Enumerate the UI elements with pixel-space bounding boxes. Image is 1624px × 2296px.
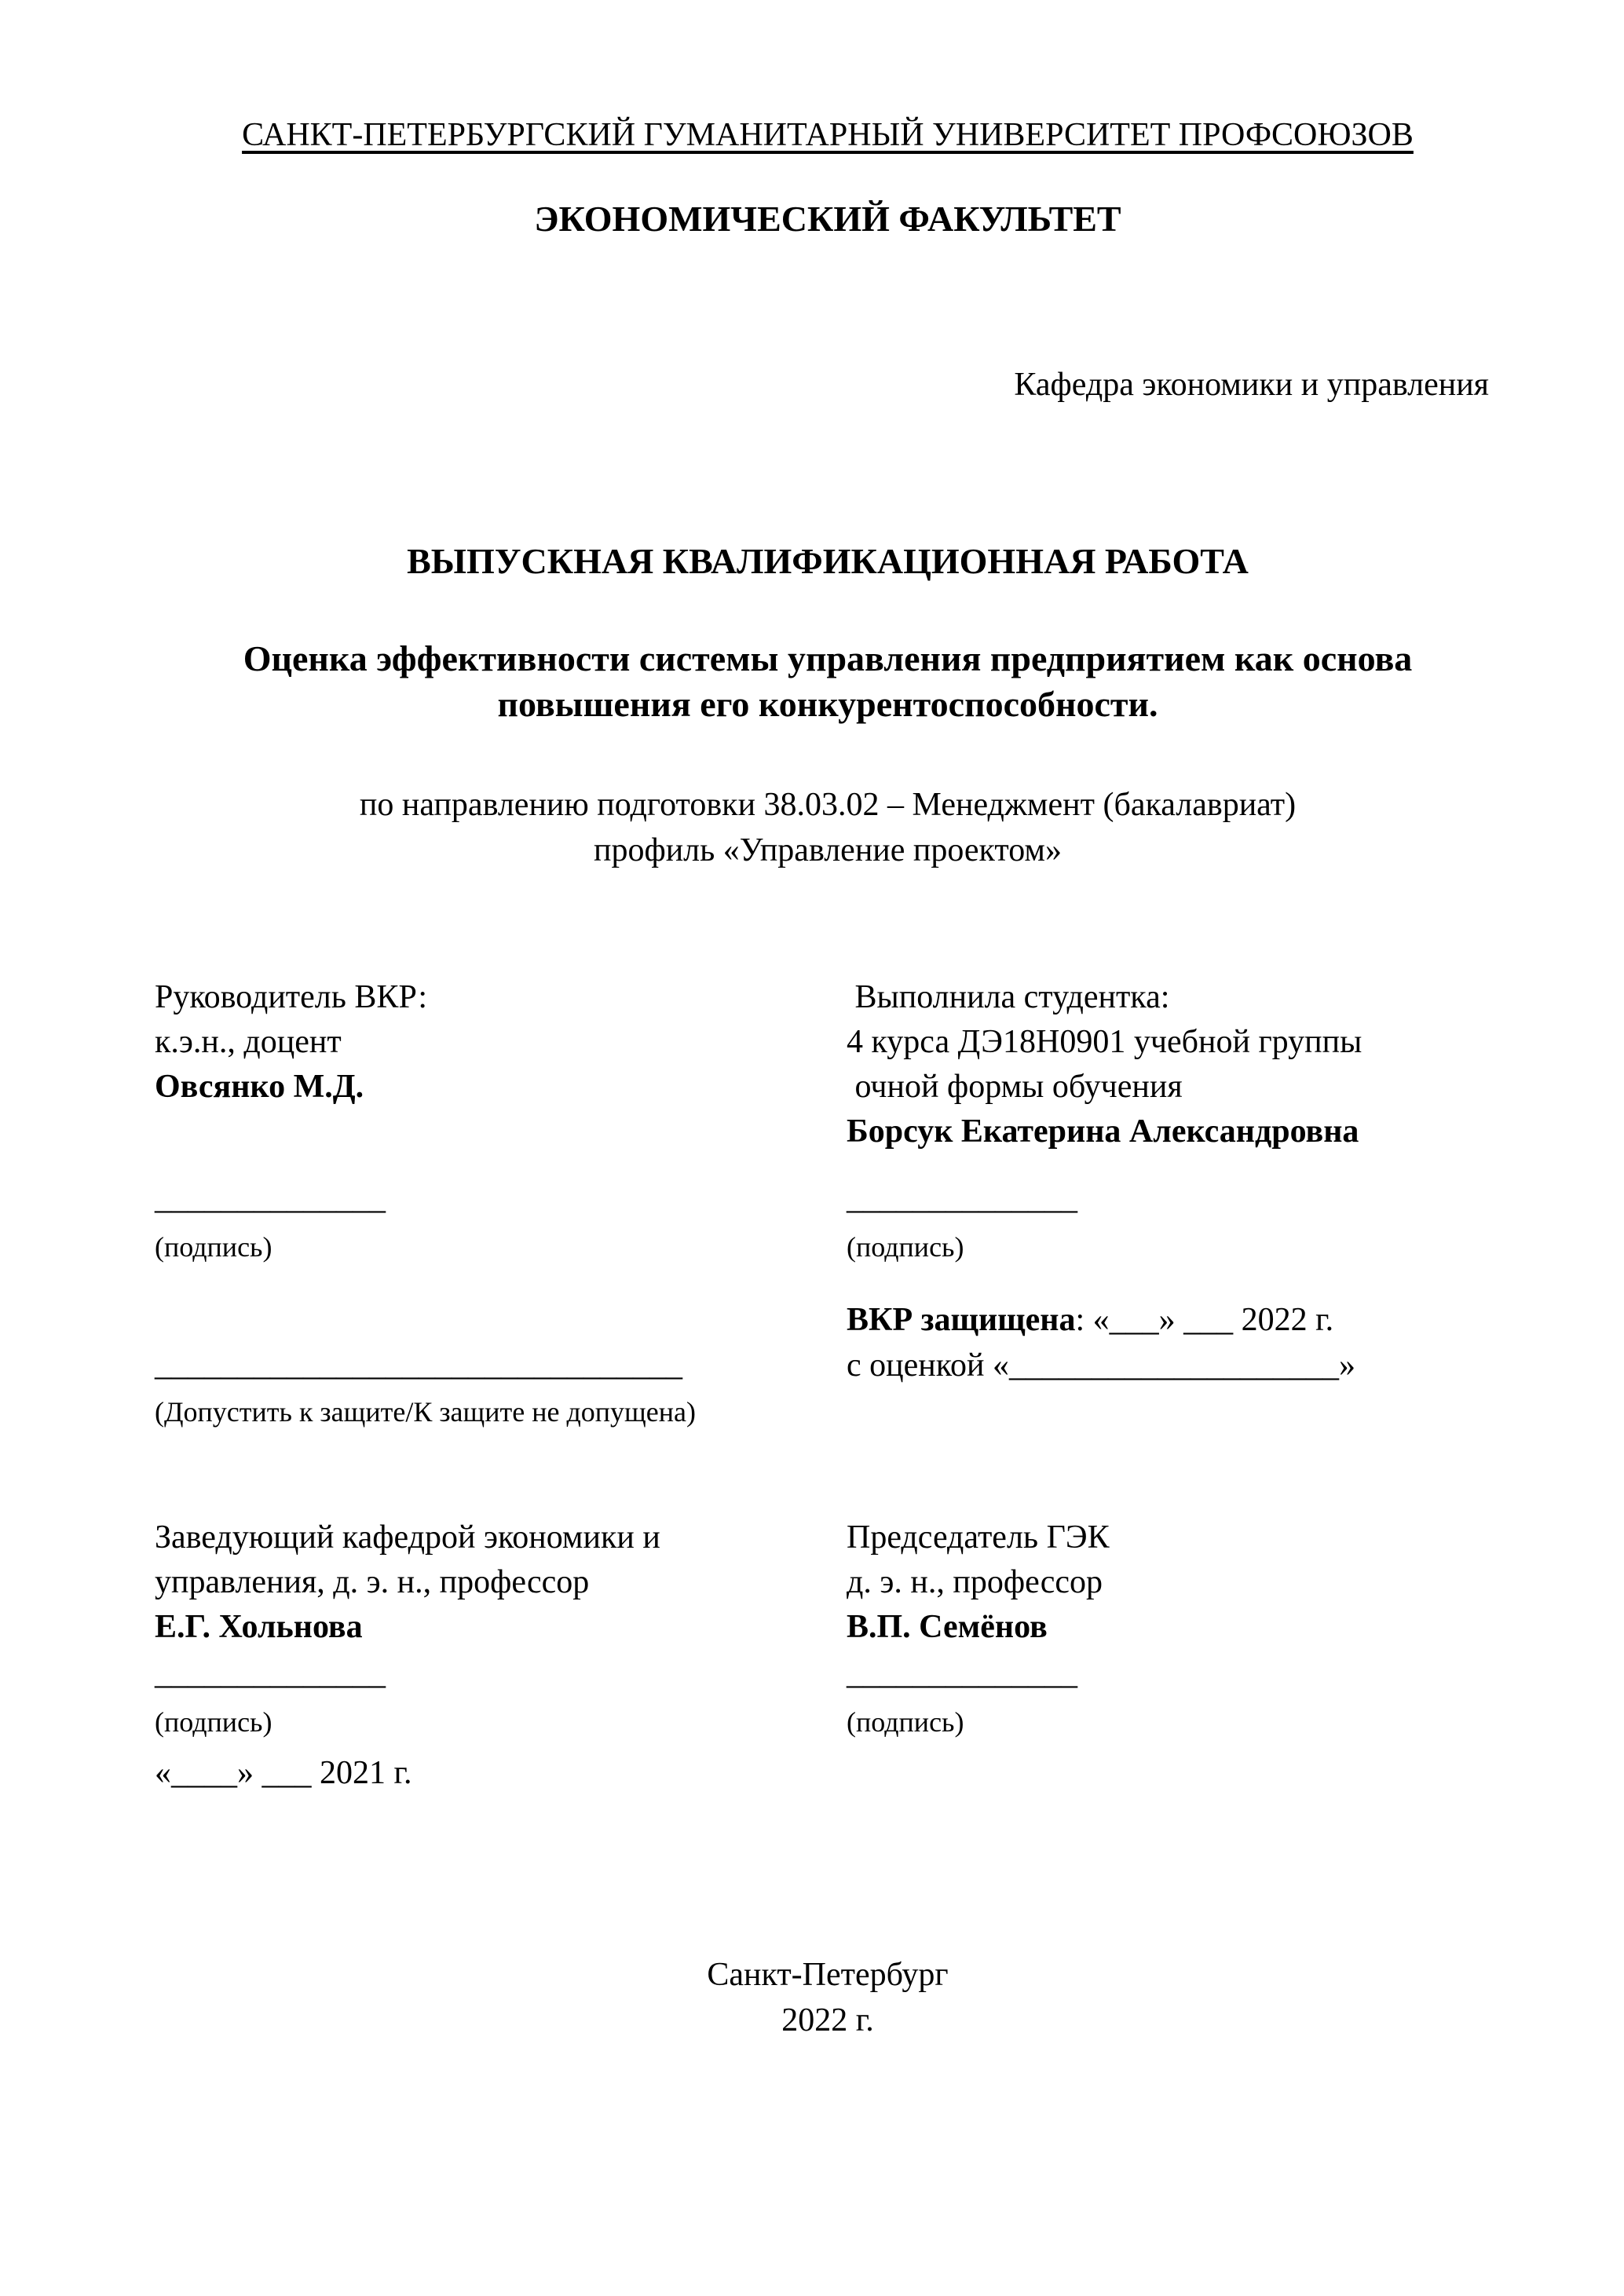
supervisor-block xyxy=(155,975,822,1110)
department-head-block xyxy=(155,1515,822,1796)
supervisor-role: Руководитель ВКР: xyxy=(155,979,428,1015)
defense-block xyxy=(847,1297,1585,1388)
header-university xyxy=(134,116,1522,154)
student-study-form: очной формы обучения xyxy=(847,1069,1183,1105)
footer-block xyxy=(134,1952,1522,2043)
defense-label: ВКР защищена xyxy=(847,1302,1076,1338)
admission-line: ________________________________ xyxy=(155,1347,682,1383)
university-name: САНКТ-ПЕТЕРБУРГСКИЙ ГУМАНИТАРНЫЙ УНИВЕРСИТЕТ ПРОФСОЮЗОВ xyxy=(242,117,1414,153)
student-signature-caption: (подпись) xyxy=(847,1231,964,1263)
defense-date-blanks: : «___» ___ 2022 г. xyxy=(1075,1302,1334,1338)
supervisor-signature-line: ______________ xyxy=(155,1180,386,1216)
admission-block xyxy=(155,1343,822,1430)
gek-chair-role-line2: д. э. н., профессор xyxy=(847,1564,1103,1600)
gek-chair-block xyxy=(847,1515,1585,1740)
supervisor-signature xyxy=(155,1176,822,1265)
thesis-title xyxy=(134,636,1522,727)
program-line: по направлению подготовки 38.03.02 – Менеджмент (бакалавриат) xyxy=(359,787,1297,823)
footer-year: 2022 г. xyxy=(781,2002,874,2038)
defense-grade-line: с оценкой «____________________» xyxy=(847,1347,1355,1384)
defense-date-line xyxy=(847,1297,1585,1343)
department-head-role-line1: Заведующий кафедрой экономики и xyxy=(155,1519,660,1556)
program-info xyxy=(134,782,1522,873)
gek-chair-signature-caption: (подпись) xyxy=(847,1706,964,1738)
student-block xyxy=(847,975,1585,1154)
gek-chair-signature-line: ______________ xyxy=(847,1655,1077,1691)
department-head-name: Е.Г. Хольнова xyxy=(155,1609,363,1645)
gek-chair-name: В.П. Семёнов xyxy=(847,1609,1048,1645)
supervisor-degree: к.э.н., доцент xyxy=(155,1024,342,1060)
work-type-heading: ВЫПУСКНАЯ КВАЛИФИКАЦИОННАЯ РАБОТА xyxy=(407,541,1249,581)
gek-chair-role-line1: Председатель ГЭК xyxy=(847,1519,1110,1556)
profile-line: профиль «Управление проектом» xyxy=(594,832,1062,868)
student-signature xyxy=(847,1176,1585,1265)
department-head-date: «____» ___ 2021 г. xyxy=(155,1755,412,1791)
department-name: Кафедра экономики и управления xyxy=(1014,367,1489,403)
student-role: Выполнила студентка: xyxy=(847,979,1170,1015)
supervisor-signature-caption: (подпись) xyxy=(155,1231,272,1263)
faculty-name: ЭКОНОМИЧЕСКИЙ ФАКУЛЬТЕТ xyxy=(534,199,1121,239)
department-head-signature-line: ______________ xyxy=(155,1655,386,1691)
department-head-signature-caption: (подпись) xyxy=(155,1706,272,1738)
student-signature-line: ______________ xyxy=(847,1180,1077,1216)
supervisor-name: Овсянко М.Д. xyxy=(155,1069,364,1105)
student-group: 4 курса ДЭ18Н0901 учебной группы xyxy=(847,1024,1362,1060)
thesis-title-line2: повышения его конкурентоспособности. xyxy=(497,684,1158,724)
thesis-title-line1: Оценка эффективности системы управления предприятием как основа xyxy=(243,638,1413,678)
admission-caption: (Допустить к защите/К защите не допущена) xyxy=(155,1396,696,1428)
student-name: Борсук Екатерина Александровна xyxy=(847,1113,1359,1150)
footer-city: Санкт-Петербург xyxy=(707,1957,949,1993)
department-head-role-line2: управления, д. э. н., профессор xyxy=(155,1564,590,1600)
